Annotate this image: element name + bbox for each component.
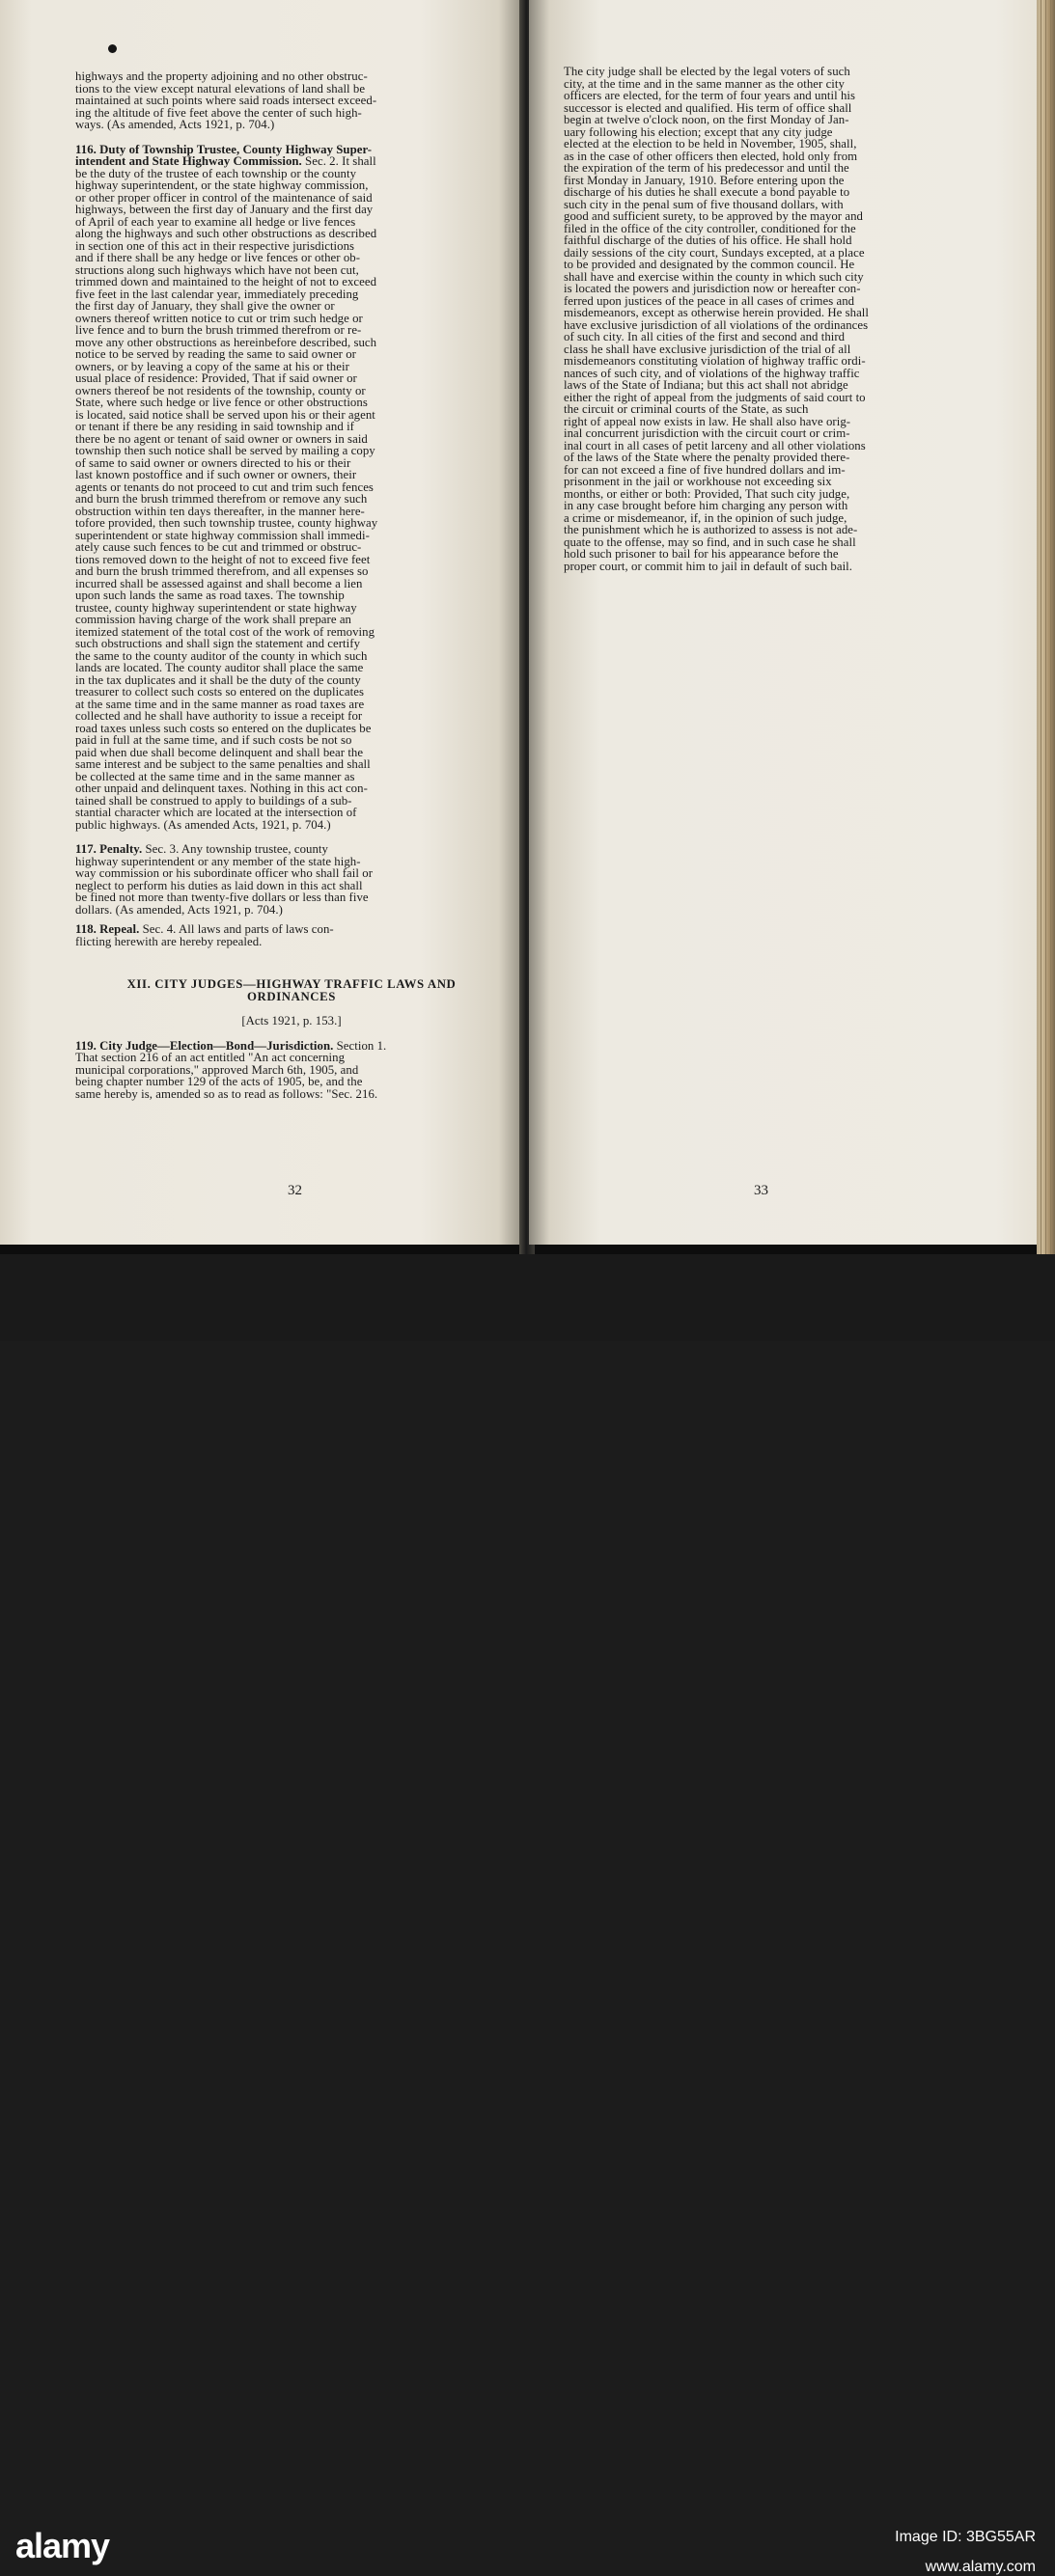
right-page — [529, 0, 1037, 1245]
page-edges — [1037, 0, 1055, 1254]
section-118-title: 118. Repeal. — [75, 922, 140, 936]
section-116 — [75, 144, 508, 832]
page-edge-line — [1050, 0, 1051, 1254]
section-119-title: 119. City Judge—Election—Bond—Jurisdiction. — [75, 1038, 334, 1053]
section-116-title: 116. Duty of Township Trustee, County Highway Super- intendent and State Highway Commission. — [75, 142, 373, 168]
intro-paragraph: highways and the property adjoining and no other obstruc- tions to the view except natural elevations of land shall be maintained at such points where said roads intersect exceed- ing the altitude of five feet above the center of such high- ways. (As amended, Acts 1921, p. 704.) — [75, 69, 377, 131]
chapter-citation: [Acts 1921, p. 153.] — [241, 1014, 342, 1028]
section-117-title: 117. Penalty. — [75, 842, 143, 856]
alamy-logo: alamy — [15, 2526, 110, 2565]
section-119-body: Section 1. That section 216 of an act entitled "An act concerning municipal corporations," approved March 6th, 1905, and being chapter number 129 of the acts of 1905, be, and the same hereby is, amended so as to read as follows: "Sec. 216. — [75, 1038, 387, 1101]
section-116-body: Sec. 2. It shall be the duty of the trustee of each township or the county highway superintendent, or the state highway commission, or other proper officer in control of the maintenance of said highways, between the first day of January and the first day of April of each year to examine all hedge or live fences along the highways and such other obstructions as described in section one of this act in their respective jurisdictions and if there shall be any hedge or live fences or other ob- structions along such highways which have not been cut, trimmed down and maintained to the height of not to exceed five feet in the last calendar year, immediately preceding the first day of January, they shall give the owner or owners thereof written notice to cut or trim such hedge or live fence and to burn the brush trimmed therefrom or re- move any other obstructions as hereinbefore described, such notice to be served by reading the same to said owner or owners, or by leaving a copy of the same at his or their usual place of residence: Provided, That if said owner or owners thereof be not residents of the township, county or State, where such hedge or live fence or other obstructions is located, said notice shall be served upon his or their agent or tenant if there be any residing in said township and if there be no agent or tenant of said owner or owners in said township then such notice shall be served by mailing a copy of same to said owner or owners directed to his or their last known postoffice and if such owner or owners, their agents or tenants do not proceed to cut and trim such fences and burn the brush trimmed therefrom or remove any such obstruction within ten days thereafter, in the manner here- tofore provided, then such township trustee, county highway superintendent or state highway commission shall immedi- ately cause such fences to be cut and trimmed or obstruc- tions removed down to the height of not to exceed five feet and burn the brush trimmed therefrom, and all expenses so incurred shall be assessed against and shall become a lien upon such lands the same as road taxes. The township trustee, county highway superintendent or state highway commission having charge of the work shall prepare an itemized statement of the total cost of the work of removing such obstructions and shall sign the statement and certify the same to the county auditor of the county in which such lands are located. The county auditor shall place the same in the tax duplicates and it shall be the duty of the county treasurer to collect such costs so entered on the duplicates at the same time and in the same manner as road taxes are collected and he shall have authority to issue a receipt for road taxes unless such costs so entered on the duplicates be paid in full at the same time, and if such costs be not so paid when due shall become delinquent and shall bear the same interest and be subject to the same penalties and shall be collected at the same time and in the same manner as other unpaid and delinquent taxes. Nothing in this act con- tained shall be construed to apply to buildings of a sub- stantial character which are located at the intersection of public highways. (As amended Acts, 1921, p. 704.) — [75, 154, 378, 832]
page-number-right: 33 — [754, 1183, 768, 1198]
page-number-left: 32 — [288, 1183, 302, 1198]
right-text-column — [564, 66, 969, 572]
left-page — [0, 0, 525, 1245]
section-119-continued: The city judge shall be elected by the legal voters of such city, at the time and in the same manner as the other city officers are elected, for the term of four years and until his successor is elected and qualified. His term of office shall begin at twelve o'clock noon, on the first Monday of Jan- uary following his election; except that any city judge elected at the election to be held in November, 1905, shall, as in the case of other officers then elected, hold only from the expiration of the term of his predecessor and until the first Monday in January, 1910. Before entering upon the discharge of his duties he shall execute a bond payable to such city in the penal sum of five thousand dollars, with good and sufficient surety, to be approved by the mayor and filed in the office of the city controller, conditioned for the faithful discharge of the duties of his office. He shall hold daily sessions of the city court, Sundays excepted, at a place to be provided and designated by the common council. He shall have and exercise within the county in which such city is located the powers and jurisdiction now or hereafter con- ferred upon justices of the peace in all cases of crimes and misdemeanors, except as otherwise herein provided. He shall have exclusive jurisdiction of all violations of the ordinances of such city. In all cities of the first and second and third class he shall have exclusive jurisdiction of the trial of all misdemeanors constituting violation of highway traffic ordi- nances of such city, and of violations of the highway traffic laws of the State of Indiana; but this act shall not abridge either the right of appeal from the judgments of said court to the circuit or criminal courts of the State, as such right of appeal now exists in law. He shall also have orig- inal concurrent jurisdiction with the circuit court or crim- inal court in all cases of petit larceny and all other violations of the laws of the State where the penalty provided there- for can not exceed a fine of five hundred dollars and im- prisonment in the jail or workhouse not exceeding six months, or either or both: Provided, That such city judge, in any case brought before him charging any person with a crime or misdemeanor, if, in the opinion of such judge, the punishment which he is authorized to assess is not ade- quate to the offense, may so find, and in such case he shall hold such prisoner to bail for his appearance before the proper court, or commit him to jail in default of such bail. — [564, 65, 870, 573]
chapter-heading: XII. CITY JUDGES—HIGHWAY TRAFFIC LAWS AND ORDINANCES — [126, 977, 457, 1003]
watermark-banner — [0, 1254, 1055, 2575]
left-text-column — [75, 70, 508, 1100]
page-edge-line — [1045, 0, 1046, 1254]
section-119 — [75, 1040, 508, 1101]
site-url: www.alamy.com — [925, 2559, 1036, 2575]
book-scan — [0, 0, 1055, 1254]
ink-dot — [108, 44, 117, 53]
image-id-label: Image ID: 3BG55AR — [895, 2529, 1036, 2545]
section-118 — [75, 923, 508, 947]
section-118-body: Sec. 4. All laws and parts of laws con- flicting herewith are hereby repealed. — [75, 922, 334, 948]
section-117-body: Sec. 3. Any township trustee, county highway superintendent or any member of the state high- way commission or his subordinate officer who shall fail or neglect to perform his duties as laid down in this act shall be fined not more than twenty-five dollars or less than five dollars. (As amended, Acts 1921, p. 704.) — [75, 842, 373, 917]
section-117 — [75, 843, 508, 916]
